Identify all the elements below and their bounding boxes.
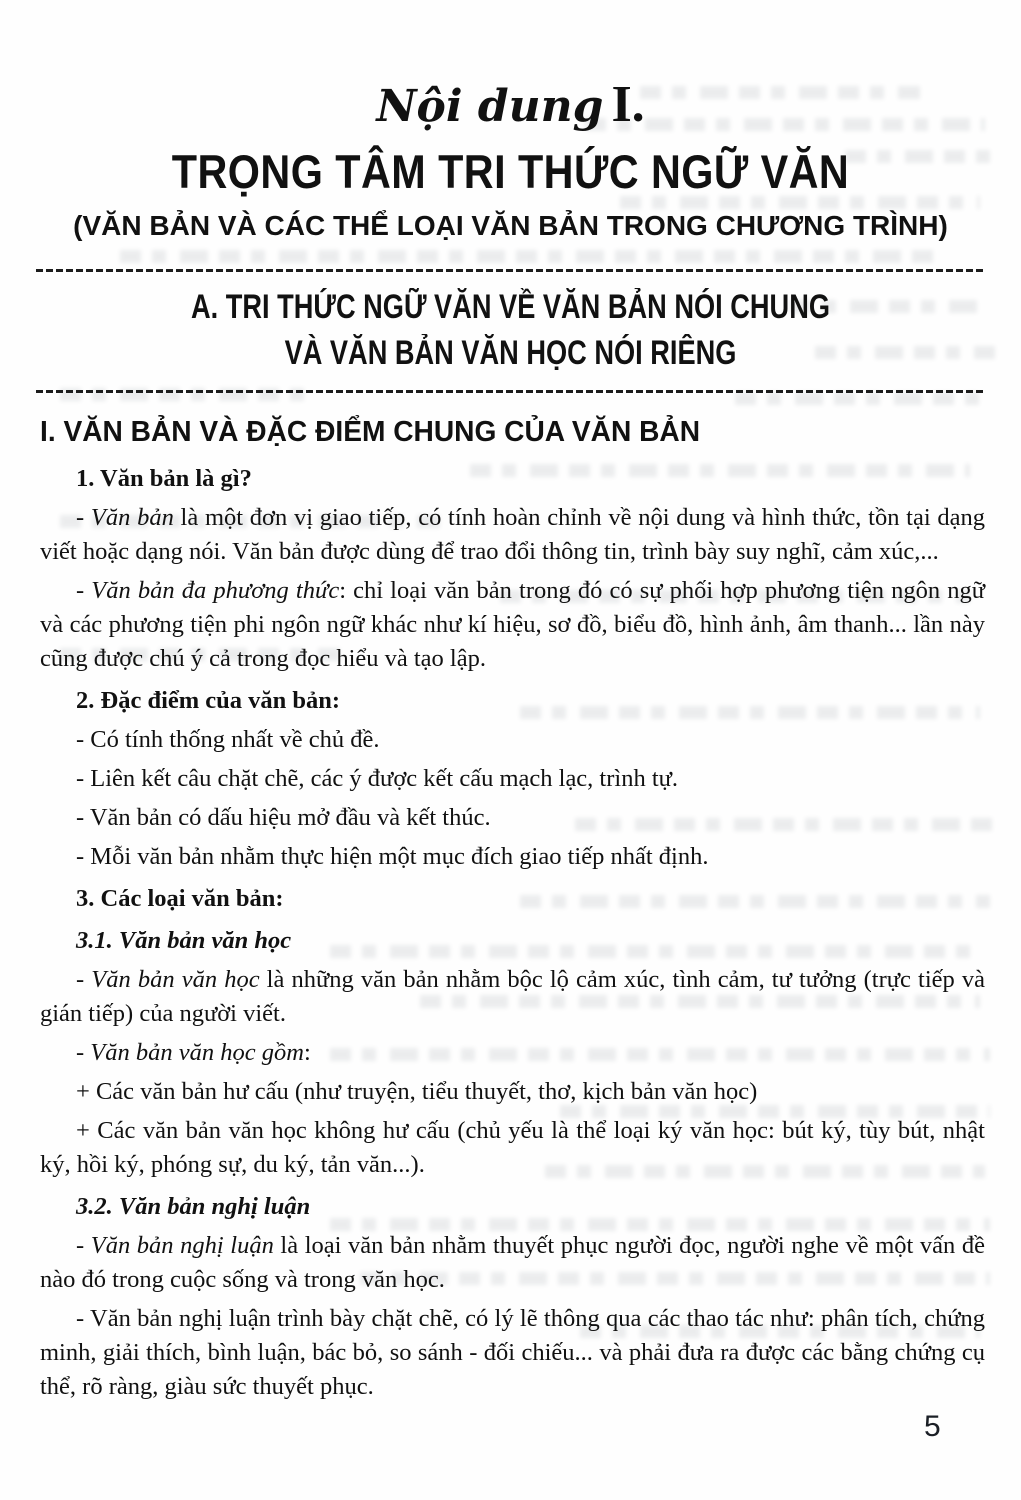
paragraph-text: - Văn bản có dấu hiệu mở đầu và kết thúc. [76,803,491,831]
subsection-heading: 1. Văn bản là gì? [76,464,252,492]
body-paragraph [40,1229,985,1297]
list-item [40,723,985,757]
body-text [40,462,985,1404]
body-paragraph [40,574,985,676]
page-subtitle: (VĂN BẢN VÀ CÁC THỂ LOẠI VĂN BẢN TRONG CHƯƠNG TRÌNH) [73,210,948,242]
subsection-heading-italic: 3.1. Văn bản văn học [76,926,292,954]
list-item [40,840,985,874]
paragraph-dash: - [76,1038,91,1066]
list-item [40,762,985,796]
dashed-divider-bottom [36,390,985,393]
paragraph-text: + Các văn bản văn học không hư cấu (chủ yếu là thể loại ký văn học: bút ký, tùy bút, nhật ký, hồi ký, phóng sự, du ký, tản văn...). [40,1116,985,1178]
page-title: TRỌNG TÂM TRI THỨC NGỮ VĂN [171,145,850,199]
list-item [40,801,985,835]
list-item [40,1075,985,1109]
chapter-kicker-script: Nội dung [376,81,604,132]
paragraph-dash: - [76,965,92,993]
paragraph-text: là những văn bản nhằm bộc lộ cảm xúc, tình cảm, tư tưởng (trực tiếp và gián tiếp) của người viết. [40,965,986,1027]
paragraph-text: - Mỗi văn bản nhằm thực hiện một mục đích giao tiếp nhất định. [76,842,709,870]
body-paragraph [40,501,985,569]
body-paragraph [40,1036,985,1070]
banner-line-2: VÀ VĂN BẢN VĂN HỌC NÓI RIÊNG [284,333,737,372]
paragraph-text: : [303,1038,311,1066]
paragraph-text: - Liên kết câu chặt chẽ, các ý được kết cấu mạch lạc, trình tự. [76,764,679,792]
subsection-heading: 2. Đặc điểm của văn bản: [76,686,341,714]
subsection-heading: 3. Các loại văn bản: [76,884,284,912]
paragraph-lead-term: Văn bản đa phương thức [91,576,340,604]
paragraph-text: : chỉ loại văn bản trong đó có sự phối hợp phương tiện ngôn ngữ và các phương tiện phi ngôn ngữ khác như kí hiệu, sơ đồ, biểu đồ, hình ảnh, âm thanh... lần này cũng được chú ý cả trong đọc hiểu và tạo lập. [40,576,985,672]
body-paragraph [40,1302,985,1404]
subsection-heading-italic: 3.2. Văn bản nghị luận [76,1192,311,1220]
paragraph-text: - Văn bản nghị luận trình bày chặt chẽ, có lý lẽ thông qua các thao tác như: phân tích, chứng minh, giải thích, bình luận, bác bỏ, so sánh - đối chiếu... và phải đưa ra được các bằng chứng cụ thể, rõ ràng, giàu sức thuyết phục. [40,1304,985,1400]
paragraph-lead-term: Văn bản văn học gồm [90,1038,304,1066]
list-item [40,1114,985,1182]
paragraph-dash: - [76,1231,91,1259]
section-heading: I. VĂN BẢN VÀ ĐẶC ĐIỂM CHUNG CỦA VĂN BẢN [40,415,701,448]
body-paragraph [40,963,985,1031]
paragraph-text: là một đơn vị giao tiếp, có tính hoàn chỉnh về nội dung và hình thức, tồn tại dạng viết hoặc dạng nói. Văn bản được dùng để trao đổi thông tin, trình bày suy nghĩ, cảm xúc,... [40,503,985,565]
paragraph-dash: - [76,503,91,531]
page-number: 5 [924,1410,941,1443]
paragraph-text: là loại văn bản nhằm thuyết phục người đọc, người nghe về một vấn đề nào đó trong cuộc sống và trong văn học. [40,1231,985,1293]
chapter-kicker-numeral: I. [611,76,645,133]
section-banner [0,269,1021,393]
paragraph-lead-term: Văn bản văn học [91,965,260,993]
paragraph-lead-term: Văn bản [90,503,174,531]
banner-line-1: A. TRI THỨC NGỮ VĂN VỀ VĂN BẢN NÓI CHUNG [190,287,831,326]
paragraph-text: - Có tính thống nhất về chủ đề. [76,725,380,753]
paragraph-text: + Các văn bản hư cấu (như truyện, tiểu thuyết, thơ, kịch bản văn học) [76,1077,758,1105]
paragraph-lead-term: Văn bản nghị luận [90,1231,274,1259]
chapter-kicker [0,0,1021,133]
paragraph-dash: - [76,576,92,604]
